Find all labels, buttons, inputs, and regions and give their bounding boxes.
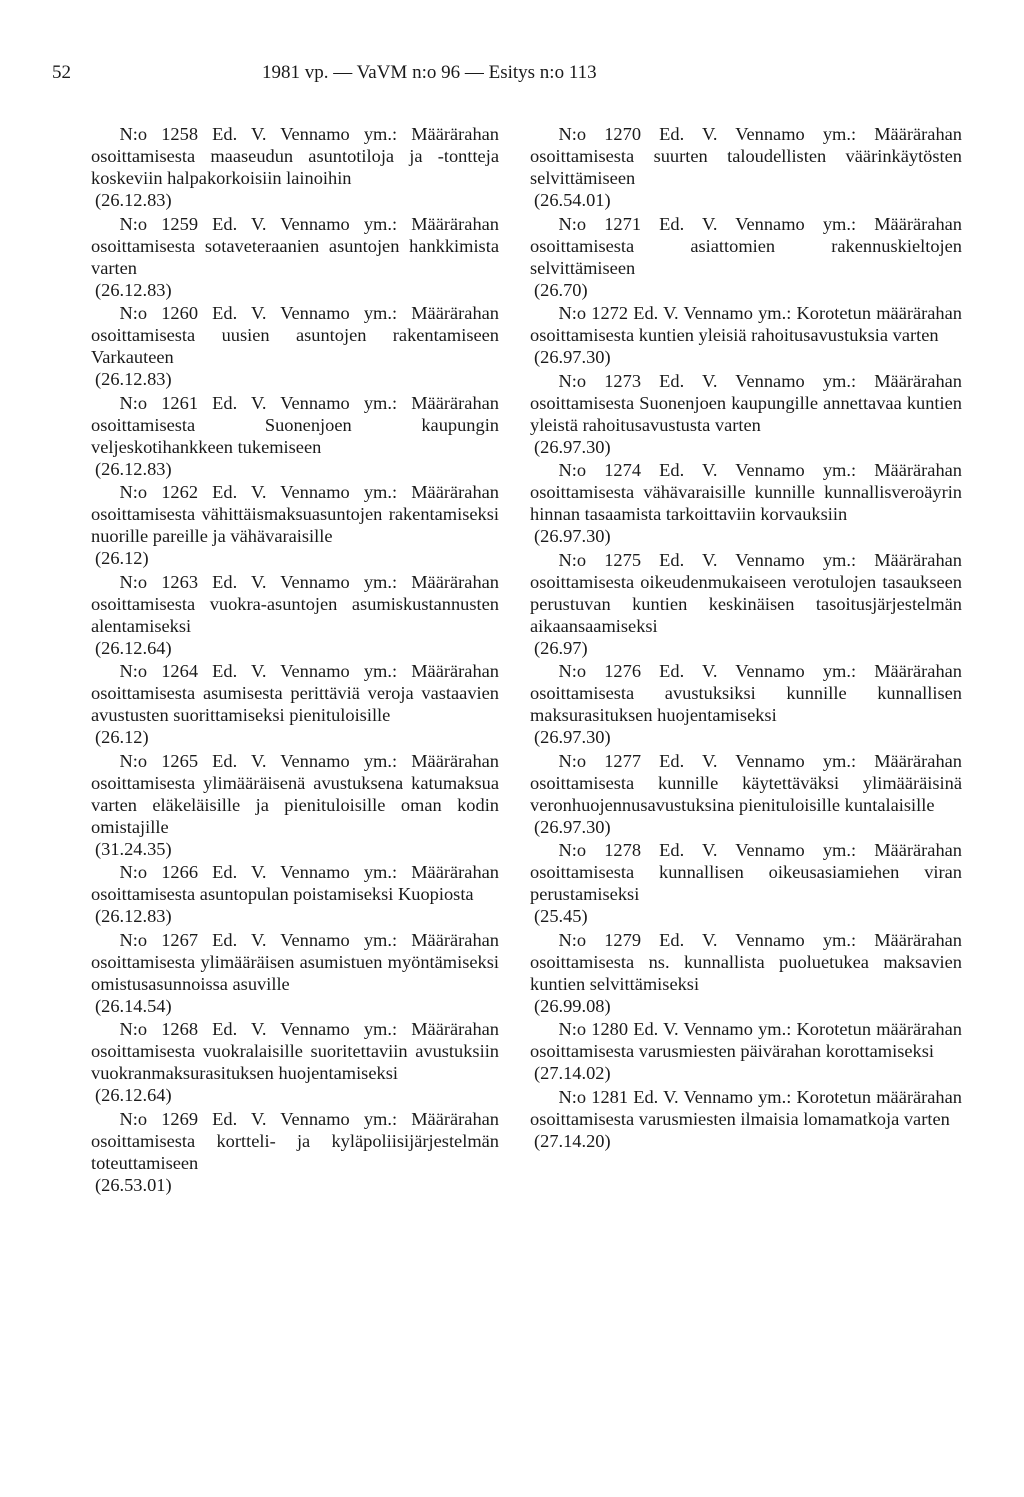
- motion-entry: [530, 459, 962, 547]
- motion-text: N:o 1258 Ed. V. Vennamo ym.: Määrärahan osoittamisesta maaseudun asuntotiloja ja -tontteja koskeviin halpakorkoisiin lainoihin: [91, 124, 499, 188]
- motion-entry: [91, 571, 499, 659]
- budget-item-code: (26.70): [534, 279, 588, 300]
- motion-entry: [91, 302, 499, 390]
- motion-text: N:o 1264 Ed. V. Vennamo ym.: Määrärahan osoittamisesta asumisesta perittäviä veroja vastaavien avustusten suorittamiseksi pienituloisille: [91, 661, 499, 725]
- motion-text: N:o 1271 Ed. V. Vennamo ym.: Määrärahan osoittamisesta asiattomien rakennuskieltojen selvittämiseen: [530, 213, 962, 278]
- budget-item-code: (25.45): [534, 906, 588, 926]
- budget-item-code: (26.12.83): [95, 279, 172, 300]
- motion-entry: [530, 213, 962, 301]
- budget-item-code: (27.14.02): [534, 1063, 611, 1083]
- budget-item-code: (26.97.30): [534, 727, 611, 747]
- motion-text: N:o 1259 Ed. V. Vennamo ym.: Määrärahan osoittamisesta sotaveteraanien asuntojen hankkimista varten: [91, 213, 499, 278]
- budget-item-code: (27.14.20): [534, 1130, 611, 1151]
- motion-entry: [91, 481, 499, 569]
- motion-text: N:o 1281 Ed. V. Vennamo ym.: Korotetun määrärahan osoittamisesta varusmiesten ilmaisia lomamatkoja varten: [530, 1086, 962, 1129]
- motion-entry: [91, 929, 499, 1017]
- motion-entry: [530, 929, 962, 1017]
- motion-entry: [530, 1086, 962, 1152]
- motion-text: N:o 1280 Ed. V. Vennamo ym.: Korotetun määrärahan osoittamisesta varusmiesten päivärahan korottamiseksi: [530, 1019, 962, 1061]
- motion-entry: [530, 302, 962, 368]
- motion-text: N:o 1265 Ed. V. Vennamo ym.: Määrärahan osoittamisesta ylimääräisenä avustuksena katumaksua varten eläkeläisille ja pienituloisille oman kodin omistajille: [91, 750, 499, 837]
- budget-item-code: (26.97.30): [534, 526, 611, 546]
- motion-text: N:o 1274 Ed. V. Vennamo ym.: Määrärahan osoittamisesta vähävaraisille kunnille kunnallisveroäyrin hinnan tasaamista tarkoittaviin korvauksiin: [530, 460, 962, 524]
- motion-entry: [530, 123, 962, 211]
- motion-text: N:o 1262 Ed. V. Vennamo ym.: Määrärahan osoittamisesta vähittäismaksuasuntojen rakentamiseksi nuorille pareille ja vähävaraisille: [91, 482, 499, 546]
- motion-text: N:o 1273 Ed. V. Vennamo ym.: Määrärahan osoittamisesta Suonenjoen kaupungille annettavaa kuntien yleistä rahoitusavustusta varten: [530, 370, 962, 435]
- motion-text: N:o 1263 Ed. V. Vennamo ym.: Määrärahan osoittamisesta vuokra-asuntojen asumiskustannusten alentamiseksi: [91, 571, 499, 636]
- motion-text: N:o 1268 Ed. V. Vennamo ym.: Määrärahan osoittamisesta vuokralaisille suoritettaviin avustuksiin vuokranmaksurasituksen huojentamiseksi: [91, 1019, 499, 1083]
- budget-item-code: (26.14.54): [95, 995, 172, 1016]
- budget-item-code: (31.24.35): [95, 838, 172, 859]
- page-number: 52: [52, 62, 71, 83]
- budget-item-code: (26.97): [534, 637, 588, 658]
- budget-item-code: (26.97.30): [534, 816, 611, 837]
- motion-entry: [91, 861, 499, 927]
- motion-text: N:o 1269 Ed. V. Vennamo ym.: Määrärahan osoittamisesta kortteli- ja kyläpoliisijärjestelmän toteuttamiseen: [91, 1108, 499, 1173]
- motion-entry: [530, 370, 962, 458]
- motion-entry: [530, 750, 962, 838]
- budget-item-code: (26.99.08): [534, 995, 611, 1016]
- motion-entry: [91, 660, 499, 748]
- motion-entry: [91, 392, 499, 480]
- budget-item-code: (26.12.83): [95, 458, 172, 479]
- motion-entry: [530, 549, 962, 659]
- budget-item-code: (26.12.83): [95, 190, 172, 210]
- budget-item-code: (26.12): [95, 548, 149, 568]
- motion-entry: [530, 839, 962, 927]
- motion-text: N:o 1261 Ed. V. Vennamo ym.: Määrärahan osoittamisesta Suonenjoen kaupungin veljeskotihankkeen tukemiseen: [91, 392, 499, 457]
- motion-entry: [91, 1108, 499, 1196]
- motion-entry: [530, 1018, 962, 1084]
- right-column: [530, 123, 962, 1153]
- motion-text: N:o 1277 Ed. V. Vennamo ym.: Määrärahan osoittamisesta kunnille käytettäväksi ylimääräisinä veronhuojennusavustuksina pienituloisille kuntalaisille: [530, 750, 962, 815]
- budget-item-code: (26.54.01): [534, 190, 611, 210]
- budget-item-code: (26.97.30): [534, 347, 611, 367]
- motion-text: N:o 1278 Ed. V. Vennamo ym.: Määrärahan osoittamisesta kunnallisen oikeusasiamiehen viran perustamiseksi: [530, 840, 962, 904]
- page-header: [52, 62, 972, 92]
- motion-text: N:o 1266 Ed. V. Vennamo ym.: Määrärahan osoittamisesta asuntopulan poistamiseksi Kuopiosta: [91, 862, 499, 904]
- motion-text: N:o 1267 Ed. V. Vennamo ym.: Määrärahan osoittamisesta ylimääräisen asumistuen myöntämiseksi omistusasunnoissa asuville: [91, 929, 499, 994]
- motion-text: N:o 1272 Ed. V. Vennamo ym.: Korotetun määrärahan osoittamisesta kuntien yleisiä rahoitusavustuksia varten: [530, 303, 962, 345]
- motion-text: N:o 1275 Ed. V. Vennamo ym.: Määrärahan osoittamisesta oikeudenmukaiseen verotulojen tasaukseen perustuvan kuntien keskinäisen tasoitusjärjestelmän aikaansaamiseksi: [530, 549, 962, 636]
- motion-text: N:o 1270 Ed. V. Vennamo ym.: Määrärahan osoittamisesta suurten taloudellisten väärinkäytösten selvittämiseen: [530, 124, 962, 188]
- motion-entry: [91, 213, 499, 301]
- budget-item-code: (26.12): [95, 727, 149, 747]
- motion-text: N:o 1276 Ed. V. Vennamo ym.: Määrärahan osoittamisesta avustuksiksi kunnille kunnallisen maksurasituksen huojentamiseksi: [530, 661, 962, 725]
- budget-item-code: (26.53.01): [95, 1174, 172, 1195]
- budget-item-code: (26.12.64): [95, 637, 172, 658]
- motion-entry: [530, 660, 962, 748]
- left-column: [91, 123, 499, 1197]
- motion-text: N:o 1279 Ed. V. Vennamo ym.: Määrärahan osoittamisesta ns. kunnallista puoluetukea maksavien kuntien selvittämiseksi: [530, 929, 962, 994]
- running-title: 1981 vp. — VaVM n:o 96 — Esitys n:o 113: [262, 62, 597, 83]
- motion-text: N:o 1260 Ed. V. Vennamo ym.: Määrärahan osoittamisesta uusien asuntojen rakentamiseen Varkauteen: [91, 303, 499, 367]
- motion-entry: [91, 1018, 499, 1106]
- budget-item-code: (26.12.64): [95, 1085, 172, 1105]
- motion-entry: [91, 750, 499, 860]
- motion-entry: [91, 123, 499, 211]
- budget-item-code: (26.12.83): [95, 369, 172, 389]
- budget-item-code: (26.12.83): [95, 906, 172, 926]
- budget-item-code: (26.97.30): [534, 436, 611, 457]
